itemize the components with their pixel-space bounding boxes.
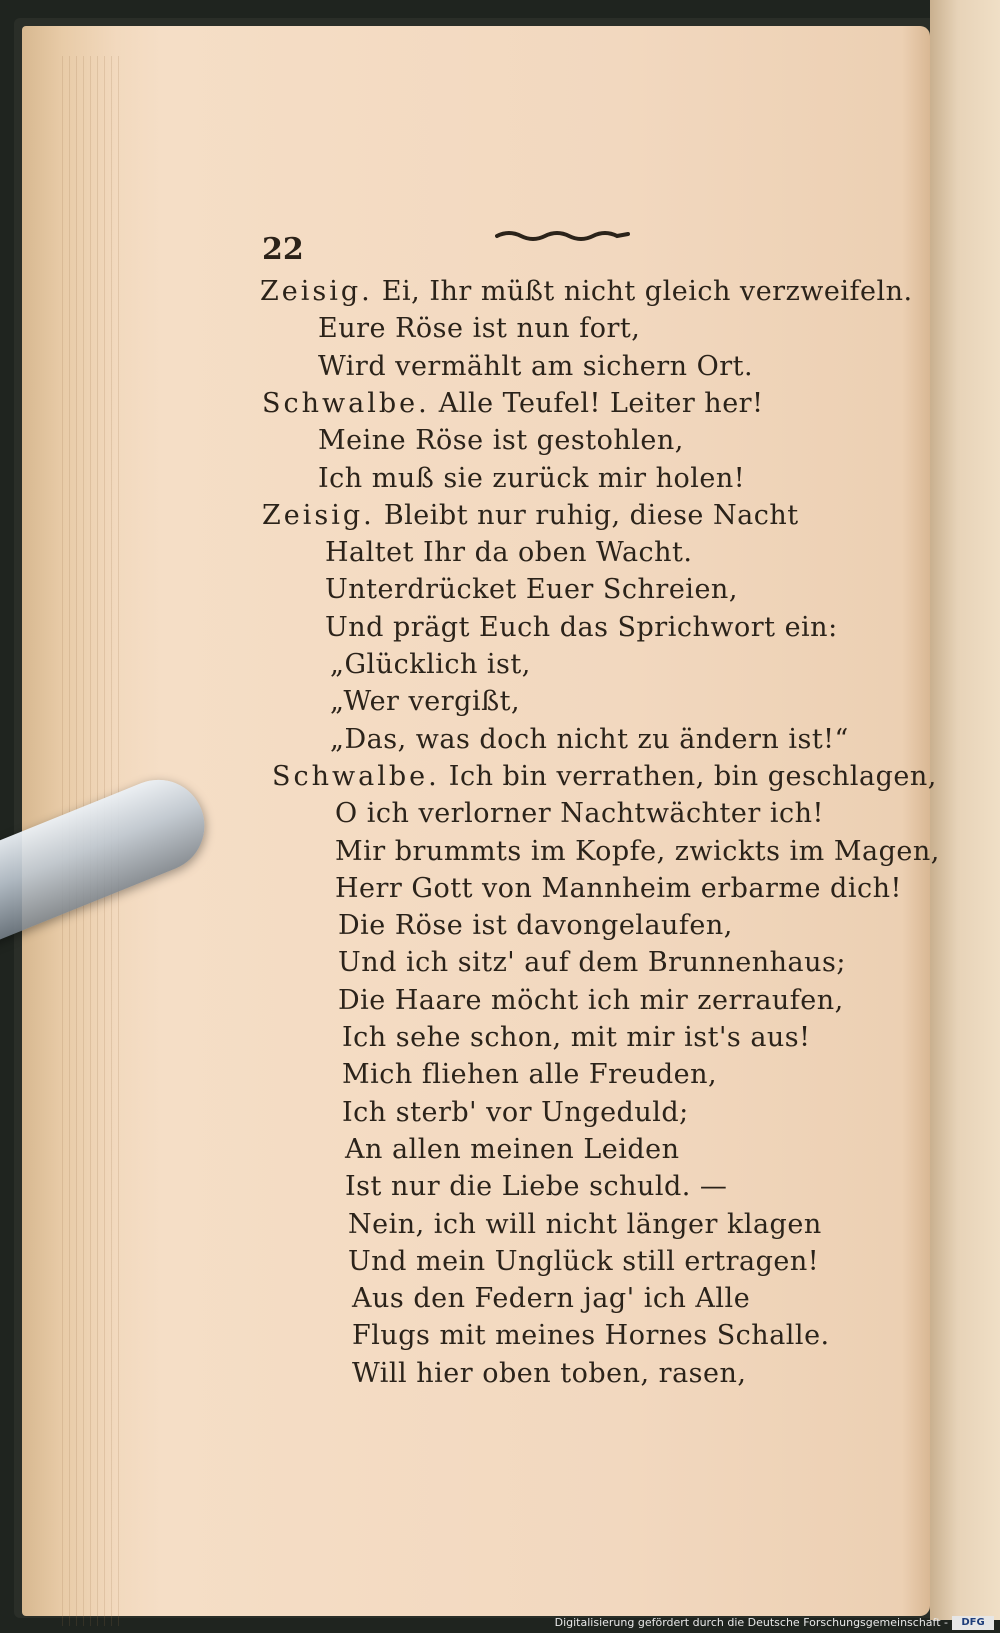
verse-line bbox=[325, 575, 738, 605]
verse-text-line: Meine Röse ist gestohlen, bbox=[318, 425, 684, 457]
verse-text-line: Will hier oben toben, rasen, bbox=[352, 1357, 747, 1389]
verse-line bbox=[348, 1247, 819, 1277]
speaker-name: Zeisig. bbox=[260, 276, 373, 307]
verse-text-line: Flugs mit meines Hornes Schalle. bbox=[352, 1320, 830, 1352]
verse-text-line: Wird vermählt am sichern Ort. bbox=[318, 350, 754, 382]
speaker-name: Schwalbe. bbox=[262, 387, 430, 419]
verse-text-line: Ich sehe schon, mit mir ist's aus! bbox=[342, 1022, 811, 1053]
verse-line bbox=[345, 1135, 680, 1165]
page-number: 22 bbox=[262, 232, 304, 267]
verse-text-line: O ich verlorner Nachtwächter ich! bbox=[335, 798, 824, 830]
verse-text-line: Ich muß sie zurück mir holen! bbox=[318, 462, 746, 494]
verse-text-line: Mir brummts im Kopfe, zwickts im Magen, bbox=[335, 835, 940, 867]
verse-line bbox=[325, 538, 692, 568]
footer-credit: Digitalisierung gefördert durch die Deutsche Forschungsgemeinschaft - bbox=[554, 1616, 948, 1629]
verse-line bbox=[318, 426, 684, 456]
verse-text-line: Alle Teufel! Leiter her! bbox=[438, 387, 764, 419]
verse-line bbox=[330, 687, 520, 717]
verse-line bbox=[348, 1210, 822, 1240]
verse-text-line: „Das, was doch nicht zu ändern ist!“ bbox=[330, 723, 849, 755]
verse-line bbox=[318, 464, 745, 494]
verse-text-line: Ich bin verrathen, bin geschlagen, bbox=[448, 760, 937, 792]
verse-text-line: „Glücklich ist, bbox=[330, 649, 531, 680]
verse-line bbox=[262, 501, 799, 531]
verse-text-line: Ist nur die Liebe schuld. — bbox=[345, 1171, 728, 1203]
verse-line bbox=[330, 650, 531, 680]
verse-text-line: „Wer vergißt, bbox=[330, 686, 521, 718]
verse-text-line: Mich fliehen alle Freuden, bbox=[342, 1059, 718, 1091]
verse-line bbox=[342, 1060, 717, 1090]
verse-text-line: Unterdrücket Euer Schreien, bbox=[325, 574, 738, 606]
verse-text-line: Eure Röse ist nun fort, bbox=[318, 313, 641, 345]
verse-line bbox=[325, 613, 838, 643]
verse-text-line: Und ich sitz' auf dem Brunnenhaus; bbox=[338, 947, 846, 979]
verse-line bbox=[330, 725, 849, 755]
speaker-name: Zeisig. bbox=[262, 499, 375, 531]
verse-line bbox=[342, 1023, 811, 1053]
verse-text-line: Nein, ich will nicht länger klagen bbox=[348, 1208, 822, 1240]
verse-text-line: Bleibt nur ruhig, diese Nacht bbox=[383, 499, 799, 531]
header-ornament bbox=[495, 228, 630, 242]
verse-line bbox=[318, 314, 640, 344]
verse-text-line: Die Röse ist davongelaufen, bbox=[338, 910, 733, 942]
verse-text-line: Die Haare möcht ich mir zerraufen, bbox=[338, 984, 844, 1016]
dfg-logo: DFG bbox=[952, 1616, 994, 1630]
verse-line bbox=[338, 986, 844, 1016]
verse-text-line: An allen meinen Leiden bbox=[345, 1133, 680, 1165]
verse-line bbox=[272, 762, 937, 792]
verse-line bbox=[338, 911, 733, 941]
facing-page-edge bbox=[930, 0, 1000, 1620]
verse-line bbox=[352, 1284, 750, 1314]
verse-line bbox=[260, 277, 913, 307]
verse-line bbox=[335, 799, 824, 829]
verse-text-line: Herr Gott von Mannheim erbarme dich! bbox=[335, 872, 902, 904]
verse-text-line: Und prägt Euch das Sprichwort ein: bbox=[325, 611, 838, 643]
verse-line bbox=[345, 1172, 727, 1202]
verse-text-line: Haltet Ihr da oben Wacht. bbox=[325, 537, 693, 569]
verse-text-line: Und mein Unglück still ertragen! bbox=[348, 1245, 820, 1277]
verse-line bbox=[338, 948, 846, 978]
verse-text-line: Ich sterb' vor Ungeduld; bbox=[342, 1096, 689, 1128]
verse-line bbox=[352, 1359, 746, 1389]
verse-line bbox=[352, 1321, 830, 1351]
speaker-name: Schwalbe. bbox=[272, 760, 440, 792]
verse-text-line: Aus den Federn jag' ich Alle bbox=[352, 1283, 751, 1315]
verse-line bbox=[342, 1098, 689, 1128]
verse-line bbox=[335, 874, 902, 904]
verse-line bbox=[262, 389, 763, 419]
verse-line bbox=[318, 352, 753, 382]
verse-text-line: Ei, Ihr müßt nicht gleich verzweifeln. bbox=[381, 276, 913, 307]
verse-line bbox=[335, 837, 940, 867]
